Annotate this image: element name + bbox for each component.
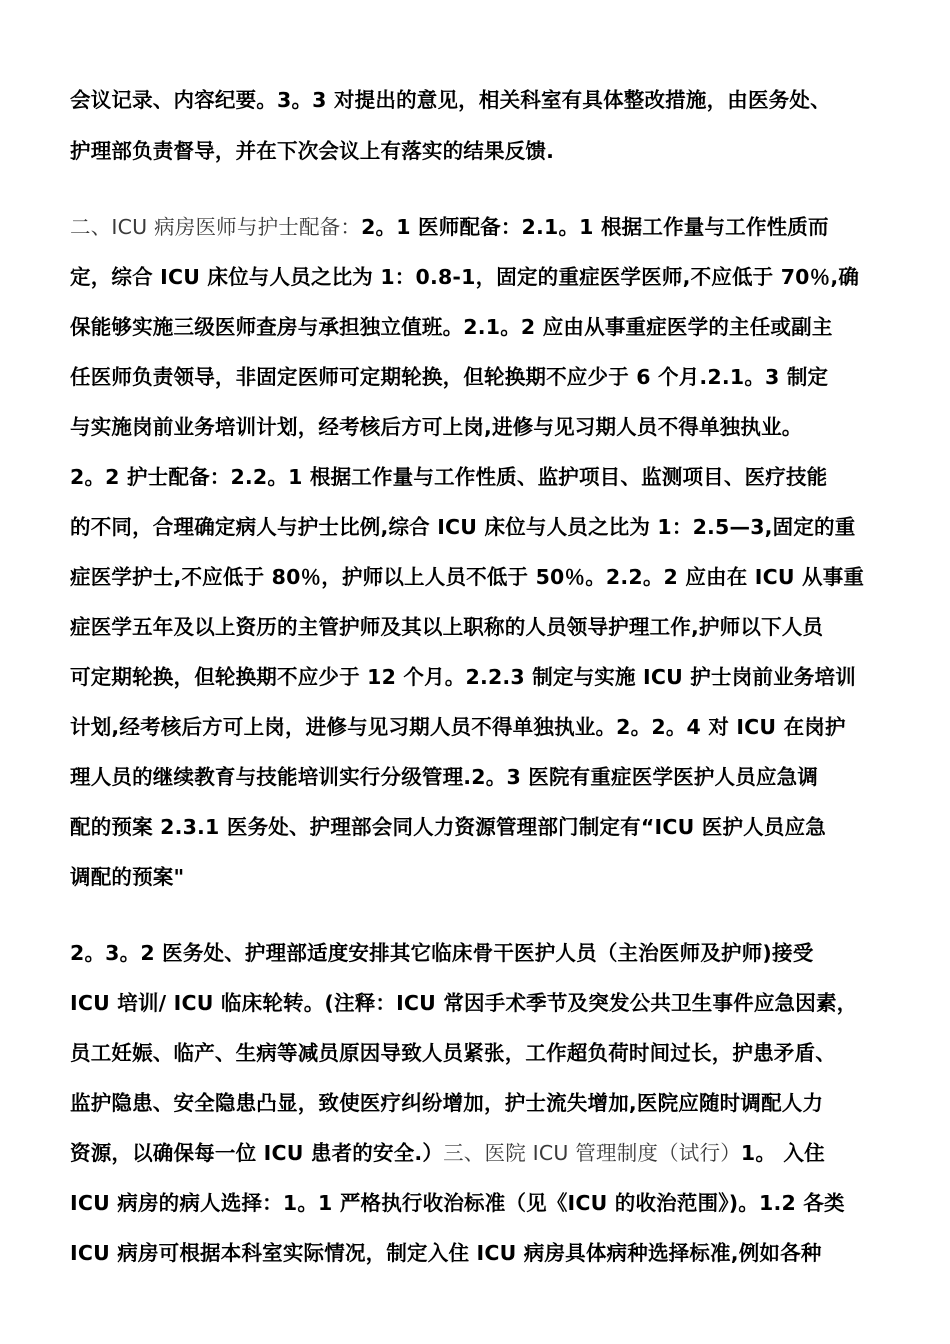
text-line [70,1188,885,1218]
text-line [70,1238,885,1268]
text-segment: ICU 培训/ ICU 临床轮转。(注释：ICU 常因手术季节及突发公共卫生事件应急因素， [70,991,858,1015]
text-line [70,938,885,968]
text-line [70,85,885,115]
text-line [70,212,885,242]
text-segment: 保能够实施三级医师查房与承担独立值班。2.1。2 应由从事重症医学的主任或副主 [70,315,833,339]
text-segment: 可定期轮换，但轮换期不应少于 12 个月。2.2.3 制定与实施 ICU 护士岗前业务培训 [70,665,856,689]
text-segment: 与实施岗前业务培训计划，经考核后方可上岗,进修与见习期人员不得单独执业。 [70,415,803,439]
text-line [70,1138,885,1168]
text-segment: 监护隐患、安全隐患凸显，致使医疗纠纷增加，护士流失增加,医院应随时调配人力 [70,1091,824,1115]
text-segment: 1。 入住 [740,1141,825,1165]
section-heading-2: 二、ICU 病房医师与护士配备： [70,215,362,239]
text-segment: 2。1 医师配备：2.1。1 根据工作量与工作性质而 [361,215,829,239]
text-segment: 员工妊娠、临产、生病等减员原因导致人员紧张，工作超负荷时间过长，护患矛盾、 [70,1041,836,1065]
text-line [70,562,885,592]
text-line [70,262,885,292]
text-segment: 资源，以确保每一位 ICU 患者的安全.） [70,1141,444,1165]
text-segment: 理人员的继续教育与技能培训实行分级管理.2。3 医院有重症医学医护人员应急调 [70,765,819,789]
text-segment: 会议记录、内容纪要。3。3 对提出的意见，相关科室有具体整改措施，由医务处、 [70,88,831,112]
text-line [70,762,885,792]
text-line [70,1088,885,1118]
text-segment: 2。3。2 医务处、护理部适度安排其它临床骨干医护人员（主治医师及护师)接受 [70,941,814,965]
text-line [70,362,885,392]
text-segment: 症医学五年及以上资历的主管护师及其以上职称的人员领导护理工作,护师以下人员 [70,615,824,639]
text-segment: 计划,经考核后方可上岗，进修与见习期人员不得单独执业。2。2。4 对 ICU 在岗护 [70,715,846,739]
text-segment: 调配的预案" [70,865,185,889]
text-line [70,812,885,842]
text-line [70,712,885,742]
text-segment: 配的预案 2.3.1 医务处、护理部会同人力资源管理部门制定有“ICU 医护人员应急 [70,815,826,839]
text-line [70,412,885,442]
text-line [70,462,885,492]
text-segment: 任医师负责领导，非固定医师可定期轮换，但轮换期不应少于 6 个月.2.1。3 制定 [70,365,829,389]
text-line [70,512,885,542]
text-segment: 的不同，合理确定病人与护士比例,综合 ICU 床位与人员之比为 1：2.5—3,固定的重 [70,515,856,539]
text-line [70,136,885,166]
text-segment: ICU 病房的病人选择：1。1 严格执行收治标准（见《ICU 的收治范围》)。1.2 各类 [70,1191,845,1215]
text-line [70,612,885,642]
text-line [70,312,885,342]
text-segment: ICU 病房可根据本科室实际情况，制定入住 ICU 病房具体病种选择标准,例如各种 [70,1241,822,1265]
text-segment: 护理部负责督导，并在下次会议上有落实的结果反馈. [70,139,555,163]
text-line [70,662,885,692]
text-segment: 症医学护士,不应低于 80％，护师以上人员不低于 50％。2.2。2 应由在 ICU 从事重 [70,565,865,589]
text-segment: 2。2 护士配备：2.2。1 根据工作量与工作性质、监护项目、监测项目、医疗技能 [70,465,828,489]
text-line [70,988,885,1018]
text-line [70,1038,885,1068]
text-segment: 定，综合 ICU 床位与人员之比为 1：0.8-1，固定的重症医学医师,不应低于 70％,确 [70,265,860,289]
section-heading-3: 三、医院 ICU 管理制度（试行） [443,1141,741,1165]
text-line [70,862,885,892]
